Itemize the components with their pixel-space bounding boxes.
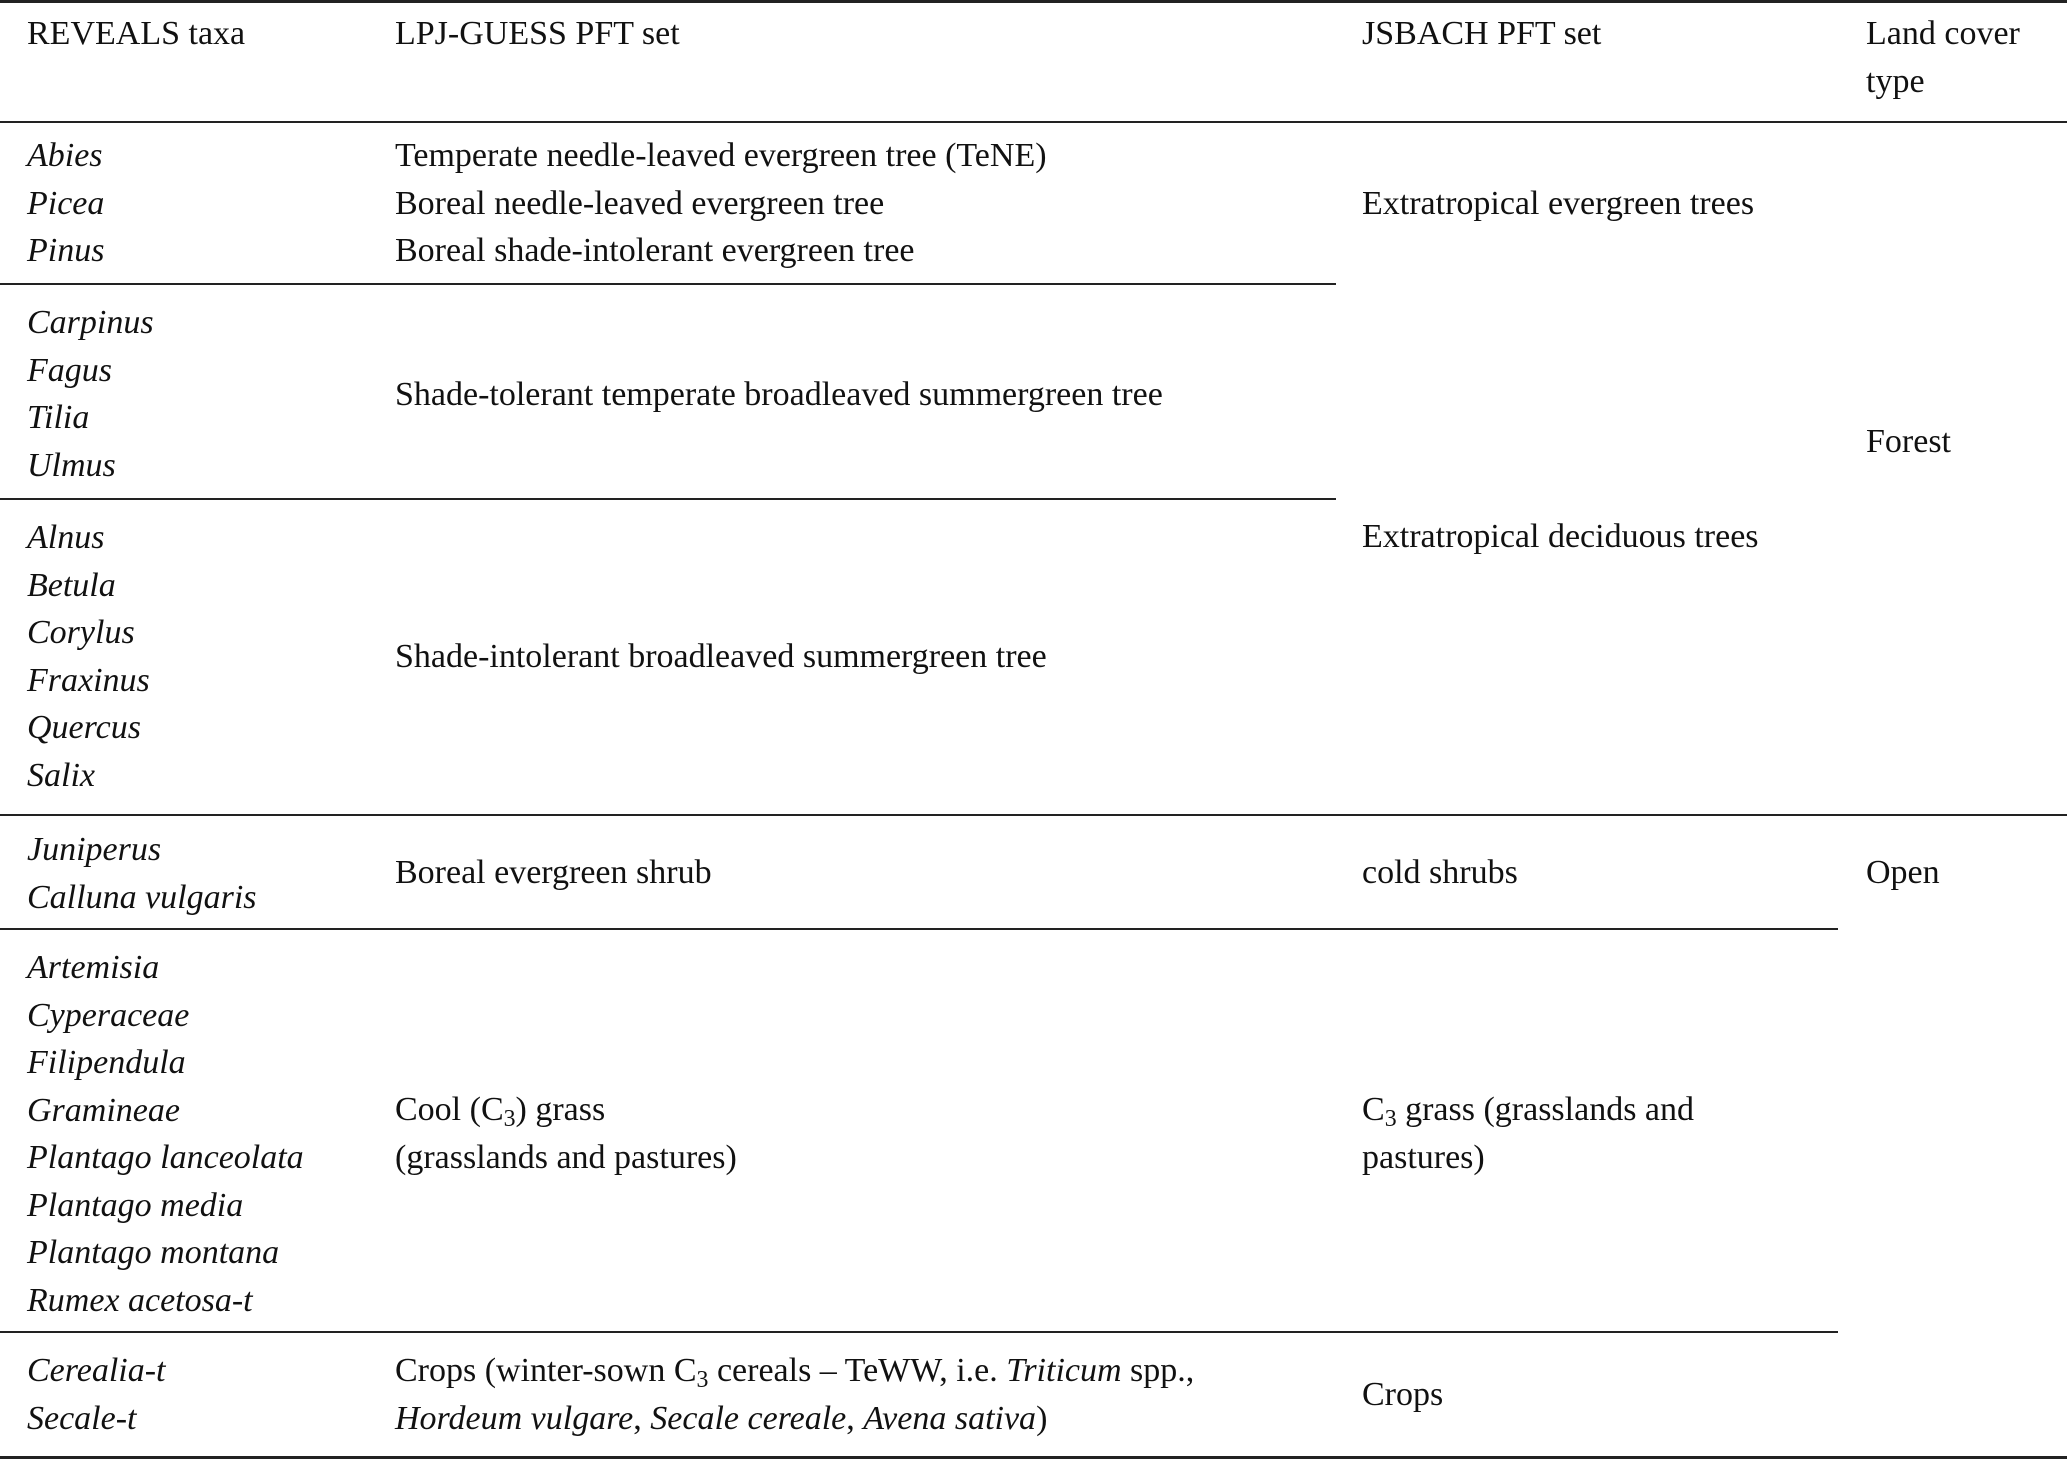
taxon: Pinus <box>27 232 105 269</box>
land-cover-forest: Forest <box>1866 423 1951 460</box>
jsbach-deciduous: Extratropical deciduous trees <box>1362 518 1759 555</box>
subscript: 3 <box>503 1105 516 1132</box>
taxon: Filipendula <box>27 1044 186 1081</box>
rule-after-shade-tolerant <box>0 498 1336 500</box>
text: Crops (winter-sown C <box>395 1352 697 1389</box>
taxon: Tilia <box>27 399 90 436</box>
taxon: Gramineae <box>27 1091 180 1129</box>
taxon: Plantago lanceolata <box>27 1139 304 1176</box>
lpj-grass-line2: (grasslands and pastures) <box>395 1138 737 1176</box>
lpj-grass <box>395 1086 737 1181</box>
taxon: Calluna vulgaris <box>27 878 257 916</box>
rule-after-grass <box>0 1331 1838 1333</box>
rule-top <box>0 0 2067 3</box>
text-italic: Hordeum vulgare <box>395 1399 634 1437</box>
taxon: Picea <box>27 184 105 222</box>
taxon: Cerealia-t <box>27 1352 166 1389</box>
taxa-group-shade-intolerant <box>27 514 150 799</box>
lpj-group-evergreen <box>395 132 1047 275</box>
taxon: Fraxinus <box>27 661 150 699</box>
subscript: 3 <box>696 1366 709 1393</box>
taxon: Betula <box>27 566 116 604</box>
header-jsbach: JSBACH PFT set <box>1362 15 1602 52</box>
lpj-pft: Boreal needle-leaved evergreen tree <box>395 184 885 222</box>
jsbach-grass-line2: pastures) <box>1362 1138 1485 1176</box>
taxon: Artemisia <box>27 949 160 986</box>
subscript: 3 <box>1384 1105 1397 1132</box>
taxa-group-shade-tolerant <box>27 299 154 489</box>
header-lpj-guess: LPJ-GUESS PFT set <box>395 15 680 52</box>
lpj-pft: Boreal shade-intolerant evergreen tree <box>395 232 915 269</box>
taxon: Cyperaceae <box>27 996 190 1034</box>
text: C <box>1362 1091 1385 1128</box>
text-italic: Triticum <box>1006 1352 1122 1389</box>
lpj-crops <box>395 1347 1194 1442</box>
taxon: Ulmus <box>27 446 116 484</box>
lpj-crops-line1 <box>395 1347 1194 1395</box>
lpj-shade-intolerant: Shade-intolerant broadleaved summergreen tree <box>395 638 1047 675</box>
lpj-pft: Temperate needle-leaved evergreen tree (TeNE) <box>395 137 1047 174</box>
header-land-cover <box>1866 10 2020 105</box>
taxon: Salix <box>27 756 95 794</box>
taxon: Juniperus <box>27 831 162 868</box>
taxon: Corylus <box>27 614 135 651</box>
rule-header <box>0 121 2067 123</box>
text-italic: Avena sativa <box>863 1399 1037 1437</box>
taxon: Alnus <box>27 519 105 556</box>
text: , <box>633 1399 651 1437</box>
text: grass (grasslands and <box>1396 1091 1695 1128</box>
taxon: Secale-t <box>27 1399 137 1437</box>
rule-after-evergreen <box>0 283 1336 285</box>
rule-after-shrub <box>0 928 1838 930</box>
jsbach-crops: Crops <box>1362 1376 1444 1413</box>
rule-after-forest <box>0 814 2067 816</box>
text: ) grass <box>515 1091 606 1128</box>
header-reveals-taxa: REVEALS taxa <box>27 15 246 52</box>
taxon: Abies <box>27 137 103 174</box>
header-land-cover-line1: Land cover <box>1866 15 2020 52</box>
jsbach-cold-shrubs: cold shrubs <box>1362 854 1518 891</box>
taxa-group-grass <box>27 944 304 1324</box>
lpj-shade-tolerant: Shade-tolerant temperate broadleaved summergreen tree <box>395 376 1163 413</box>
lpj-grass-line1 <box>395 1086 737 1134</box>
taxon: Carpinus <box>27 304 154 341</box>
taxa-group-evergreen <box>27 132 104 275</box>
jsbach-evergreen: Extratropical evergreen trees <box>1362 185 1755 222</box>
text: Cool (C <box>395 1091 504 1128</box>
taxon: Rumex acetosa-t <box>27 1281 253 1319</box>
text: ) <box>1036 1399 1048 1437</box>
taxon: Plantago media <box>27 1186 244 1224</box>
jsbach-grass-line1 <box>1362 1086 1694 1134</box>
text: cereals – TeWW, i.e. <box>708 1352 1007 1389</box>
taxon: Fagus <box>27 351 112 389</box>
jsbach-grass <box>1362 1086 1694 1181</box>
taxon: Plantago montana <box>27 1234 280 1271</box>
taxa-group-crops <box>27 1347 166 1442</box>
lpj-crops-line2 <box>395 1395 1194 1443</box>
header-land-cover-line2: type <box>1866 62 1925 100</box>
land-cover-open: Open <box>1866 854 1940 891</box>
lpj-shrub: Boreal evergreen shrub <box>395 854 712 891</box>
text: , <box>846 1399 864 1437</box>
text-italic: Secale cereale <box>650 1399 847 1437</box>
text: spp., <box>1121 1352 1195 1389</box>
taxa-group-shrub <box>27 826 257 921</box>
taxon: Quercus <box>27 709 141 746</box>
rule-bottom <box>0 1456 2067 1459</box>
